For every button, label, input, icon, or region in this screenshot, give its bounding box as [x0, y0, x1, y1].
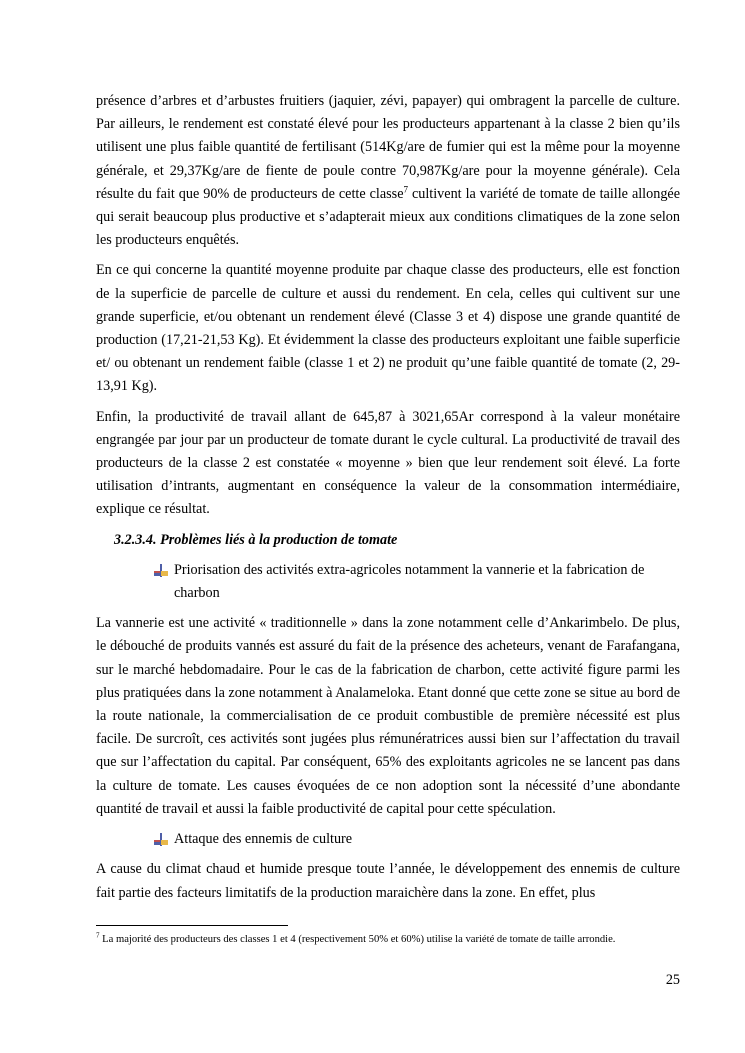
footnote-separator [96, 925, 288, 926]
paragraph-2: En ce qui concerne la quantité moyenne produite par chaque classe des producteurs, elle est fonction de la superficie de parcelle de culture et aussi du rendement. En cela, celles qui cultivent sur une grande superficie, et/ou obtenant un rendement élevé (Classe 3 et 4) dispose une grande quantité de production (17,21-21,53 Kg). Et évidemment la classe des producteurs exploitant une faible superficie et/ ou obtenant un rendement faible (classe 1 et 2) ne produit qu’une faible quantité de tomate (2, 29-13,91 Kg). [96, 262, 680, 395]
page-body [96, 90, 680, 905]
bullet-text-2: Attaque des ennemis de culture [174, 831, 353, 848]
section-heading: 3.2.3.4. Problèmes liés à la production de tomate [114, 531, 398, 548]
bullet-item-1 [174, 559, 680, 605]
footnote-text: La majorité des producteurs des classes 1 et 4 (respectivement 50% et 60%) utilise la variété de tomate de taille arrondie. [99, 934, 616, 945]
bullet-icon [154, 564, 168, 577]
bullet-icon [154, 833, 168, 846]
bullet-text-1: Priorisation des activités extra-agricoles notamment la vannerie et la fabrication de charbon [174, 561, 645, 602]
bullet-item-2 [174, 828, 680, 851]
page-number: 25 [665, 972, 680, 988]
paragraph-3: Enfin, la productivité de travail allant de 645,87 à 3021,65Ar correspond à la valeur monétaire engrangée par jour par un producteur de tomate durant le cycle cultural. La productivité de travail des producteurs de la classe 2 est constatée « moyenne » bien que leur rendement soit élevé. La forte utilisation d’intrants, augmentant en conséquence la valeur de la consommation intermédiaire, explique ce résultat. [96, 408, 680, 518]
footnote-number: 7 [96, 931, 100, 940]
footnote [96, 932, 680, 948]
paragraph-1-text-cont: cultivent la variété de tomate de taille allongée qui serait beaucoup plus productive et s’adapterait mieux aux conditions climatiques de la zone selon les producteurs enquêtés. [96, 185, 681, 249]
paragraph-1-text: présence d’arbres et d’arbustes fruitiers (jaquier, zévi, papayer) qui ombragent la parcelle de culture. Par ailleurs, le rendement est constaté élevé pour les producteurs appartenant à la classe 2 bien qu’ils utilisent une plus faible quantité de fertilisant (514Kg/are de fumier qui est la même pour la moyenne générale, et 29,37Kg/are de fiente de poule contre 70,987Kg/are pour la moyenne générale). Cela résulte du fait que 90% de producteurs de cette classe [96, 93, 680, 202]
paragraph-1 [96, 90, 680, 252]
paragraph-5: A cause du climat chaud et humide presque toute l’année, le développement des ennemis de culture fait partie des facteurs limitatifs de la production maraichère dans la zone. En effet, plus [96, 861, 680, 901]
footnote-ref: 7 [403, 184, 408, 195]
paragraph-4: La vannerie est une activité « traditionnelle » dans la zone notamment celle d’Ankarimbelo. De plus, le débouché de produits vannés est assuré du fait de la présence des acheteurs, venant de Farafangana, sur le marché hebdomadaire. Pour le cas de la fabrication de charbon, cette activité figure parmi les plus pratiquées dans la zone notamment à Analameloka. Etant donné que cette zone se situe au bord de la route nationale, la commercialisation de ce produit combustible de première nécessité est plus facile. De surcroît, ces activités sont jugées plus rémunératrices aussi bien sur l’affectation du travail que sur l’affectation du capital. Par conséquent, 65% des exploitants agricoles ne se lancent pas dans la culture de tomate. Les causes évoquées de ce non adoption sont la nécessité d’une abondante quantité de travail et aussi la faible productivité de capital pour cette spéculation. [96, 615, 680, 817]
